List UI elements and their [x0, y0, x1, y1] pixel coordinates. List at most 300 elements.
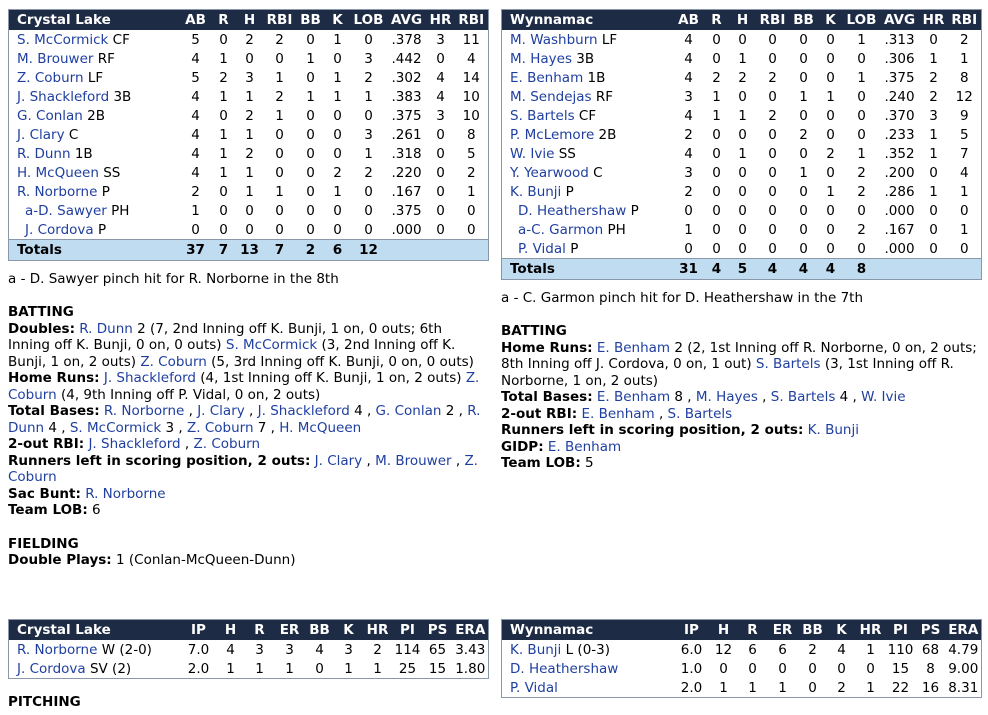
player-position: P: [101, 183, 110, 200]
player-link[interactable]: W. Ivie: [861, 389, 906, 405]
column-header: ERA: [453, 620, 489, 641]
player-position: SS: [558, 145, 576, 162]
stat-cell: 6.0: [680, 641, 703, 658]
stat-cell: 4: [837, 641, 846, 658]
stat-cell: 0: [768, 183, 777, 200]
player-link[interactable]: P. Vidal: [518, 240, 566, 257]
crystal-lake-batting-box: [8, 9, 489, 261]
player-cell: [502, 239, 674, 259]
player-link[interactable]: H. McQueen: [17, 164, 99, 181]
player-link[interactable]: S. McCormick: [69, 419, 162, 436]
player-link[interactable]: Z. Coburn: [8, 452, 478, 485]
stat-cell: 0: [333, 202, 342, 219]
stat-cell: 1: [799, 164, 808, 181]
stat-cell: 0: [768, 221, 777, 238]
stat-cell: 3.43: [455, 641, 486, 658]
stat-cell: 2: [373, 641, 382, 658]
player-link[interactable]: a-D. Sawyer: [25, 202, 107, 219]
player-link[interactable]: Z. Coburn: [140, 353, 207, 370]
stat-cell: 3: [255, 641, 264, 658]
stat-cell: 0: [738, 240, 747, 257]
pitcher-row: [502, 678, 982, 698]
stat-detail: 6: [92, 502, 101, 518]
player-link[interactable]: S. Bartels: [755, 356, 821, 372]
player-link[interactable]: M. Sendejas: [510, 88, 592, 105]
player-link[interactable]: J. Shackleford: [17, 88, 110, 105]
player-link[interactable]: K. Bunji: [510, 183, 562, 200]
stat-cell: 0: [959, 202, 969, 219]
pitcher-cell: [502, 640, 674, 659]
pitcher-row: [9, 640, 489, 659]
stat-cell: 0: [826, 202, 835, 219]
player-cell: [9, 30, 181, 49]
player-link[interactable]: J. Cordova: [25, 221, 94, 238]
player-row: [502, 87, 982, 106]
total-cell: 12: [351, 240, 387, 261]
player-cell: [502, 30, 674, 49]
column-header: IP: [181, 620, 217, 641]
stat-line: [8, 403, 488, 436]
stat-detail: 1 (Conlan-McQueen-Dunn): [116, 552, 296, 568]
player-link[interactable]: a-C. Garmon: [518, 221, 604, 238]
stat-cell: 1: [826, 183, 835, 200]
stat-cell: 1: [959, 50, 969, 67]
player-link[interactable]: H. McQueen: [279, 419, 362, 436]
stat-detail: ,: [184, 403, 198, 419]
stat-cell: 1: [275, 69, 284, 86]
stat-cell: 4: [684, 107, 693, 124]
stat-cell: 1: [712, 88, 721, 105]
player-link[interactable]: M. Hayes: [510, 50, 572, 67]
player-link[interactable]: J. Clary: [17, 126, 65, 143]
player-position: PH: [607, 221, 626, 238]
stat-cell: .302: [391, 69, 422, 86]
column-header: R: [704, 10, 730, 31]
stat-cell: 2.0: [680, 679, 703, 696]
stat-cell: 0: [826, 31, 835, 48]
player-position: 3B: [113, 88, 132, 105]
pitcher-cell: [502, 678, 674, 698]
stat-cell: 1: [929, 50, 938, 67]
stat-cell: 1: [245, 88, 254, 105]
player-link[interactable]: Z. Coburn: [193, 436, 260, 452]
player-link[interactable]: Z. Coburn: [17, 69, 84, 86]
stat-cell: 2: [245, 107, 254, 124]
stat-cell: 1: [275, 183, 284, 200]
pitcher-link[interactable]: K. Bunji: [510, 641, 562, 658]
stat-cell: 0: [275, 202, 284, 219]
column-header: K: [335, 620, 363, 641]
stat-cell: 4: [466, 50, 476, 67]
player-link[interactable]: S. Bartels: [770, 389, 836, 405]
stat-cell: 0: [799, 240, 808, 257]
player-link[interactable]: E. Benham: [510, 69, 584, 86]
stat-cell: 9: [959, 107, 969, 124]
stat-cell: 2: [712, 69, 721, 86]
stat-cell: 0: [245, 202, 254, 219]
player-position: 1B: [587, 69, 606, 86]
stat-cell: 3: [364, 126, 373, 143]
player-link[interactable]: W. Ivie: [510, 145, 555, 162]
column-header: HR: [920, 10, 948, 31]
player-link[interactable]: J. Shackleford: [88, 436, 181, 452]
stat-cell: 0: [436, 50, 445, 67]
player-row: [502, 30, 982, 49]
player-link[interactable]: Z. Coburn: [8, 370, 480, 403]
stat-cell: 4: [959, 164, 969, 181]
player-link[interactable]: J. Shackleford: [257, 403, 350, 419]
column-header: K: [818, 10, 844, 31]
player-link[interactable]: P. McLemore: [510, 126, 595, 143]
stat-cell: 0: [799, 202, 808, 219]
player-link[interactable]: G. Conlan: [375, 403, 442, 419]
pitcher-link[interactable]: D. Heathershaw: [510, 660, 619, 677]
player-position: P: [565, 183, 574, 200]
stat-cell: 3: [285, 641, 294, 658]
stat-cell: 0: [712, 145, 721, 162]
stat-cell: 0: [738, 183, 747, 200]
section-title: BATTING: [8, 304, 74, 320]
stat-cell: 0: [959, 240, 969, 257]
column-header: H: [710, 620, 738, 641]
player-link[interactable]: S. Bartels: [667, 405, 733, 422]
player-link[interactable]: R. Dunn: [17, 145, 71, 162]
stat-cell: 0: [275, 50, 284, 67]
stat-cell: 14: [462, 69, 480, 86]
stat-cell: .167: [391, 183, 422, 200]
player-link[interactable]: J. Clary: [314, 452, 363, 469]
player-link[interactable]: S. Bartels: [510, 107, 575, 124]
player-link[interactable]: E. Benham: [596, 339, 671, 356]
stat-cell: 0: [191, 221, 200, 238]
stat-cell: 0: [738, 31, 747, 48]
stat-cell: 1: [719, 679, 728, 696]
player-cell: [9, 68, 181, 87]
player-link[interactable]: E. Benham: [596, 389, 671, 405]
stat-detail: 4 ,: [44, 419, 70, 436]
player-position: C: [68, 126, 79, 143]
player-link[interactable]: J. Shackleford: [103, 370, 196, 386]
stat-cell: 2: [799, 126, 808, 143]
player-row: [502, 220, 982, 239]
column-header: LOB: [844, 10, 880, 31]
player-row: [9, 163, 489, 182]
column-header: BB: [798, 620, 828, 641]
stat-cell: 0: [684, 240, 693, 257]
stat-cell: 0: [929, 240, 938, 257]
player-position: CF: [578, 107, 597, 124]
total-cell: 37: [181, 240, 211, 261]
stat-cell: 0: [768, 50, 777, 67]
stat-line: [501, 455, 981, 472]
stat-detail: (3, 2nd Inning off K. Bunji, 1 on, 2 outs): [8, 337, 456, 370]
stat-cell: 2: [857, 221, 866, 238]
totals-label: Totals: [502, 259, 674, 280]
column-header: AB: [674, 10, 704, 31]
player-row: [9, 182, 489, 201]
player-link[interactable]: K. Bunji: [807, 422, 859, 438]
stat-cell: 0: [436, 221, 445, 238]
stat-cell: 0: [768, 164, 777, 181]
stat-cell: 0: [436, 164, 445, 181]
total-cell: 2: [297, 240, 325, 261]
stat-cell: 0: [738, 88, 747, 105]
stat-line: [8, 552, 488, 569]
player-position: PH: [111, 202, 130, 219]
stat-cell: 0: [808, 660, 817, 677]
stat-cell: 2: [857, 164, 866, 181]
total-cell: 4: [704, 259, 730, 280]
stat-detail: 8 ,: [670, 389, 696, 405]
stat-label: GIDP:: [501, 438, 544, 455]
stat-cell: 0: [306, 183, 315, 200]
player-link[interactable]: R. Dunn: [8, 403, 481, 436]
stat-cell: 0: [857, 88, 866, 105]
box-header-row: [502, 620, 982, 641]
player-position: P: [630, 202, 639, 219]
stat-label: Runners left in scoring position, 2 outs:: [8, 452, 311, 469]
pitcher-decision: SV (2): [89, 660, 132, 677]
pitcher-cell: [9, 659, 181, 679]
stat-cell: 3: [684, 88, 693, 105]
stat-cell: 0: [712, 164, 721, 181]
stat-cell: 3: [436, 31, 445, 48]
crystal-lake-pitching-box: [8, 619, 489, 679]
player-cell: [9, 106, 181, 125]
stat-cell: 0: [799, 221, 808, 238]
player-position: 3B: [576, 50, 595, 67]
pitcher-link[interactable]: J. Cordova: [17, 660, 86, 677]
stat-line: [501, 422, 981, 439]
stat-cell: .442: [391, 50, 422, 67]
player-row: [502, 144, 982, 163]
stat-cell: .383: [391, 88, 422, 105]
stat-cell: .200: [884, 164, 915, 181]
pitcher-link[interactable]: P. Vidal: [510, 679, 558, 696]
column-header: K: [325, 10, 351, 31]
column-header: BB: [790, 10, 818, 31]
stat-detail: 5: [585, 455, 594, 471]
stat-detail: 2 (7, 2nd Inning off K. Bunji, 1 on, 0 outs; 6th Inning off K. Bunji, 0 on, 0 outs): [8, 320, 443, 353]
stat-detail: ,: [362, 452, 376, 469]
stat-detail: 2 (2, 1st Inning off R. Norborne, 0 on, 2 outs; 8th Inning off J. Cordova, 0 on, 1 out): [501, 339, 977, 372]
stat-cell: 0: [768, 240, 777, 257]
stat-cell: 1: [738, 50, 747, 67]
column-header: H: [217, 620, 245, 641]
totals-row: [9, 240, 489, 261]
stat-cell: 0: [306, 164, 315, 181]
column-header: BB: [305, 620, 335, 641]
column-header: ER: [275, 620, 305, 641]
stat-cell: 0: [768, 88, 777, 105]
column-header: PS: [423, 620, 453, 641]
stat-detail: (5, 3rd Inning off K. Bunji, 0 on, 0 outs): [206, 353, 474, 370]
player-link[interactable]: R. Norborne: [17, 183, 98, 200]
stat-cell: .000: [884, 240, 915, 257]
stat-cell: 0: [866, 660, 875, 677]
stat-cell: 2: [929, 88, 938, 105]
player-link[interactable]: Y. Yearwood: [510, 164, 589, 181]
stat-cell: 8: [466, 126, 476, 143]
column-header: ERA: [946, 620, 982, 641]
pitcher-cell: [9, 640, 181, 659]
stat-cell: 1: [712, 107, 721, 124]
stat-cell: 2: [768, 107, 777, 124]
stat-cell: 0: [826, 221, 835, 238]
stat-cell: 0: [929, 164, 938, 181]
player-link[interactable]: E. Benham: [581, 405, 655, 422]
total-cell: [455, 240, 489, 261]
stat-cell: 1: [738, 145, 747, 162]
stat-cell: 3: [344, 641, 353, 658]
stat-cell: 0: [306, 107, 315, 124]
box-header-row: [502, 10, 982, 31]
player-link[interactable]: M. Hayes: [695, 389, 758, 405]
player-link[interactable]: G. Conlan: [17, 107, 83, 124]
stat-cell: 2: [684, 126, 693, 143]
wynnamac-batting-box: [501, 9, 982, 280]
total-cell: [387, 240, 427, 261]
stat-cell: 9.00: [948, 660, 979, 677]
stat-cell: 2: [738, 69, 747, 86]
column-header: IP: [674, 620, 710, 641]
player-link[interactable]: M. Brouwer: [375, 452, 452, 469]
stat-cell: 1: [333, 69, 342, 86]
stat-cell: 0: [306, 221, 315, 238]
stat-label: Sac Bunt:: [8, 485, 81, 502]
stat-cell: 2: [364, 69, 373, 86]
stat-cell: 3: [684, 164, 693, 181]
total-cell: 7: [211, 240, 237, 261]
column-header: PI: [393, 620, 423, 641]
stat-label: Total Bases:: [501, 389, 593, 405]
stat-detail: ,: [654, 405, 668, 422]
player-link[interactable]: R. Dunn: [79, 320, 133, 337]
stat-label: Total Bases:: [8, 403, 100, 419]
player-link[interactable]: Z. Coburn: [186, 419, 254, 436]
player-link[interactable]: S. McCormick: [225, 337, 318, 353]
stat-cell: 5: [959, 126, 969, 143]
player-link[interactable]: S. McCormick: [17, 31, 109, 48]
stat-cell: .000: [391, 221, 422, 238]
stat-cell: 0: [857, 240, 866, 257]
stat-cell: 1: [373, 660, 382, 677]
player-cell: [502, 163, 674, 182]
totals-label: Totals: [9, 240, 181, 261]
stat-cell: 7.0: [187, 641, 210, 658]
player-cell: [9, 163, 181, 182]
stat-cell: 0: [712, 50, 721, 67]
team-name: Wynnamac: [502, 620, 674, 641]
player-link[interactable]: D. Heathershaw: [518, 202, 627, 219]
player-row: [502, 68, 982, 87]
totals-row: [502, 259, 982, 280]
stat-label: Team LOB:: [8, 502, 88, 518]
stat-cell: .167: [884, 221, 915, 238]
player-link[interactable]: M. Washburn: [510, 31, 598, 48]
stat-cell: 0: [799, 50, 808, 67]
pinch-hit-note: a - D. Sawyer pinch hit for R. Norborne in the 8th: [8, 271, 339, 287]
player-link[interactable]: M. Brouwer: [17, 50, 94, 67]
player-position: 1B: [74, 145, 93, 162]
column-header: LOB: [351, 10, 387, 31]
player-row: [502, 182, 982, 201]
stat-cell: 2: [837, 679, 846, 696]
total-cell: 13: [237, 240, 263, 261]
stat-cell: 0: [333, 221, 342, 238]
stat-cell: 0: [799, 145, 808, 162]
player-position: SS: [103, 164, 121, 181]
pitcher-row: [9, 659, 489, 679]
player-link[interactable]: E. Benham: [547, 438, 622, 455]
stat-cell: 0: [333, 50, 342, 67]
player-row: [9, 30, 489, 49]
stat-cell: 0: [799, 69, 808, 86]
player-row: [502, 125, 982, 144]
stat-cell: 1: [929, 126, 938, 143]
player-link[interactable]: R. Norborne: [85, 485, 166, 502]
stat-cell: 22: [891, 679, 910, 696]
stat-cell: 1: [959, 183, 969, 200]
stat-cell: .375: [391, 107, 422, 124]
stat-cell: 0: [857, 50, 866, 67]
player-cell: [502, 49, 674, 68]
stat-cell: 1: [684, 221, 693, 238]
wynnamac-pitching-box: [501, 619, 982, 698]
stat-label: Runners left in scoring position, 2 outs:: [501, 422, 804, 438]
stat-cell: 0: [333, 145, 342, 162]
stat-cell: 1: [285, 660, 294, 677]
stat-line: [501, 406, 981, 423]
column-header: AVG: [880, 10, 920, 31]
stat-cell: 110: [887, 641, 914, 658]
stat-cell: 1: [191, 202, 200, 219]
stat-cell: 0: [333, 126, 342, 143]
player-row: [502, 201, 982, 220]
player-position: P: [97, 221, 107, 238]
stat-cell: 4: [191, 88, 200, 105]
stat-cell: .375: [391, 202, 422, 219]
stat-cell: 1: [226, 660, 235, 677]
stat-line: [8, 502, 488, 519]
pitcher-link[interactable]: R. Norborne: [17, 641, 98, 658]
crystal-lake-column: [8, 9, 488, 569]
stat-cell: 4: [684, 31, 693, 48]
stat-cell: 2.0: [187, 660, 210, 677]
stat-cell: 2: [959, 31, 969, 48]
player-cell: [9, 220, 181, 240]
player-link[interactable]: J. Clary: [197, 403, 245, 419]
stat-line: [501, 389, 981, 406]
player-row: [9, 125, 489, 144]
stat-cell: 1: [866, 679, 875, 696]
player-link[interactable]: R. Norborne: [103, 403, 185, 419]
stat-line: [8, 436, 488, 453]
stat-cell: 1: [857, 31, 866, 48]
stat-cell: 1: [866, 641, 875, 658]
pitching-section-title: PITCHING: [8, 694, 81, 710]
player-position: RF: [97, 50, 115, 67]
team-name: Crystal Lake: [9, 10, 181, 31]
stat-cell: 0: [684, 202, 693, 219]
player-row: [9, 49, 489, 68]
stat-cell: .233: [884, 126, 915, 143]
player-cell: [502, 182, 674, 201]
player-cell: [9, 49, 181, 68]
total-cell: 6: [325, 240, 351, 261]
column-header: R: [245, 620, 275, 641]
stat-cell: 0: [799, 31, 808, 48]
